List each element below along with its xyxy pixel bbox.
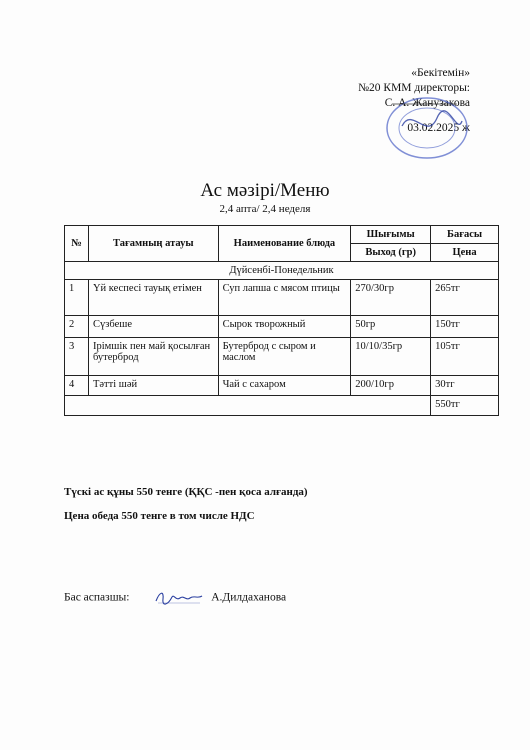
header-price: Бағасы <box>431 226 499 244</box>
row-name-ru: Бутерброд с сыром и маслом <box>218 338 351 376</box>
approval-director-name: С. А. Жанузакова <box>384 97 470 109</box>
table-row <box>65 280 499 316</box>
header-price-ru: Цена <box>431 244 499 262</box>
approval-date: 03.02.2025 ж <box>407 122 470 134</box>
header-no: № <box>65 226 89 262</box>
day-label: Дүйсенбі-Понедельник <box>65 262 499 280</box>
row-name-ru: Чай с сахаром <box>218 376 351 396</box>
row-name-ru: Суп лапша с мясом птицы <box>218 280 351 316</box>
row-yield: 50гр <box>351 316 431 338</box>
row-no: 2 <box>65 316 89 338</box>
header-name-ru: Наименование блюда <box>218 226 351 262</box>
row-yield: 270/30гр <box>351 280 431 316</box>
day-row <box>65 262 499 280</box>
head-cook-name: А.Дилдаханова <box>211 591 287 604</box>
row-name-ru: Сырок творожный <box>218 316 351 338</box>
row-yield: 200/10гр <box>351 376 431 396</box>
table-row <box>65 338 499 376</box>
page-subtitle: 2,4 апта/ 2,4 неделя <box>219 203 311 215</box>
row-price: 150тг <box>431 316 499 338</box>
page-title: Ас мәзірі/Меню <box>200 180 330 201</box>
header-yield-ru: Выход (гр) <box>351 244 431 262</box>
row-yield: 10/10/35гр <box>351 338 431 376</box>
approval-heading: «Бекітемін» <box>411 67 470 79</box>
row-price: 30тг <box>431 376 499 396</box>
total-price: 550тг <box>431 396 499 416</box>
official-stamp-icon <box>372 96 472 166</box>
row-name-kz: Сүзбеше <box>88 316 218 338</box>
price-note-kz: Түскі ас құны 550 тенге (ҚҚС -пен қоса алғанда) <box>64 486 308 498</box>
row-no: 4 <box>65 376 89 396</box>
signature-icon <box>154 589 204 607</box>
total-spacer <box>65 396 431 416</box>
row-name-kz: Үй кеспесі тауық етімен <box>88 280 218 316</box>
price-notes <box>64 486 308 534</box>
approval-position: №20 КММ директоры: <box>358 82 470 94</box>
row-name-kz: Тәтті шәй <box>88 376 218 396</box>
row-price: 105тг <box>431 338 499 376</box>
row-price: 265тг <box>431 280 499 316</box>
row-name-kz: Ірімшік пен май қосылған бутерброд <box>88 338 218 376</box>
head-cook-block <box>64 589 286 607</box>
menu-table <box>64 225 499 416</box>
head-cook-label: Бас аспазшы: <box>64 591 130 604</box>
price-note-ru: Цена обеда 550 тенге в том числе НДС <box>64 510 255 522</box>
table-row <box>65 316 499 338</box>
table-row <box>65 376 499 396</box>
total-row <box>65 396 499 416</box>
table-header-row <box>65 226 499 244</box>
header-name-kz: Тағамның атауы <box>88 226 218 262</box>
row-no: 3 <box>65 338 89 376</box>
row-no: 1 <box>65 280 89 316</box>
header-yield: Шығымы <box>351 226 431 244</box>
